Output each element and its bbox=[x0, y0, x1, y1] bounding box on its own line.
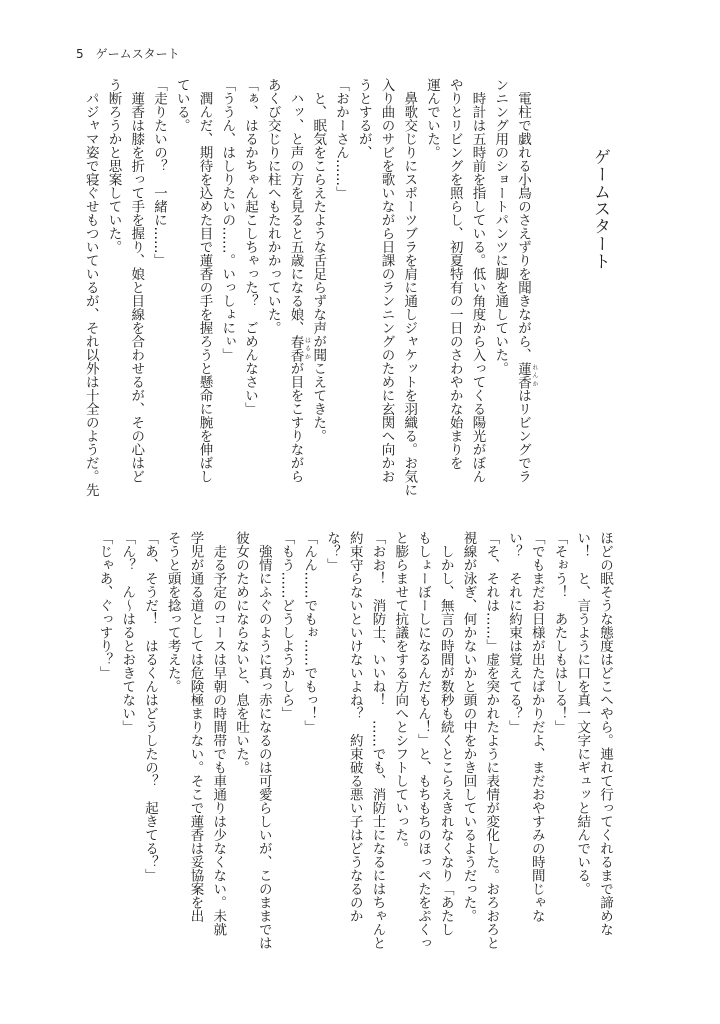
text-column: 蓮香は膝を折って手を握り、娘と目線を合わせるが、その心はど bbox=[128, 78, 145, 483]
text-column: 「そぉう！ あたしもはしる！」 bbox=[551, 531, 568, 734]
text-column: やりとリビングを照らし、初夏特有の一日のさわやかな始まりを bbox=[446, 78, 463, 470]
text-column: と膨らませて抗議をする方向へとシフトしていった。 bbox=[392, 531, 409, 855]
text-segment: が目をこすりながら bbox=[287, 361, 304, 483]
text-column: う断ろうかと思案していた。 bbox=[105, 78, 122, 254]
text-column: 「じゃあ、ぐっすり？」 bbox=[96, 531, 113, 680]
text-column: 走る予定のコースは早朝の時間帯でも車通りは少なくない。未就 bbox=[210, 531, 227, 936]
text-column: 入り曲のサビを歌いながら日課のランニングのために玄関へ向かお bbox=[378, 78, 395, 483]
text-column: しかし、無言の時間が数秒も続くとこらえきれなくなり「あたし bbox=[437, 531, 454, 936]
text-column bbox=[284, 78, 311, 500]
text-column: 「おかーさん……」 bbox=[333, 78, 349, 200]
text-segment: はリビングでラ bbox=[515, 388, 531, 483]
text-column: 強情にふぐのように真っ赤になるのは可愛らしいが、このままでは bbox=[255, 531, 272, 950]
text-segment: 電柱で戯れる小鳥のさえずりを聞きながら、 bbox=[515, 78, 531, 362]
text-column: 「んん……でもぉ……でもっ！」 bbox=[301, 531, 318, 734]
text-column: うとするが、 bbox=[355, 78, 372, 159]
text-column: 約束守らないといけないよね？ 約束破る悪い子はどうなるのか bbox=[346, 531, 363, 923]
text-column: い！ と、言うように口を真一文字にギュッと結んでいる。 bbox=[574, 531, 591, 896]
text-column: そうと頭を捻って考えた。 bbox=[164, 531, 181, 693]
text-column: 鼻歌交じりにスポーツブラを肩に通しジャケットを羽織る。お気に bbox=[401, 78, 418, 497]
text-column: 「ううん、はしりたいの……。いっしょにぃ」 bbox=[219, 78, 236, 362]
text-column: と、眠気をこらえたような舌足らずな声が聞こえてきた。 bbox=[310, 78, 327, 443]
text-column: ほどの眠そうな態度はどこへやら。連れて行ってくれるまで諦めな bbox=[597, 531, 613, 936]
text-column: 潤んだ、期待を込めた目で蓮香の手を握ろうと懸命に腕を伸ばし bbox=[196, 78, 213, 483]
text-column: 「あ、そうだ！ はるくんはどうしたの？ 起きてる？」 bbox=[142, 531, 158, 882]
ruby-word bbox=[515, 361, 538, 389]
text-column: ている。 bbox=[173, 78, 190, 132]
chapter-title: ゲームスタート bbox=[590, 148, 610, 270]
page-number: 5 bbox=[76, 47, 84, 61]
upper-text-block bbox=[79, 78, 538, 500]
text-column: 「おお！ 消防士、いいね！ ……でも、消防士になるにはちゃんと bbox=[369, 531, 386, 950]
text-column: 「ん？ ん〜はるとおきてない」 bbox=[119, 531, 136, 734]
text-column: もしょーぼーしになるんだもん！」と、もちもちのほっぺたをぷくっ bbox=[415, 531, 431, 950]
text-column: 視線が泳ぎ、何かないかと頭の中をかき回しているようだった。 bbox=[460, 531, 477, 923]
text-column: 時計は五時前を指している。低い角度から入ってくる陽光がぼん bbox=[469, 78, 486, 483]
ruby-reading: れんか bbox=[531, 363, 538, 389]
text-column: ンニング用のショートパンツに脚を通していた。 bbox=[492, 78, 509, 375]
text-column: い？ それに約束は覚えてる？」 bbox=[506, 531, 522, 734]
text-column: 「そ、それは……」虚を突かれたように表情が変化した。おろおろと bbox=[483, 531, 500, 950]
text-column: 運んでいた。 bbox=[424, 78, 440, 159]
text-column bbox=[511, 78, 538, 500]
text-column: パジャマ姿で寝ぐせもついているが、それ以外は十全のようだ。先 bbox=[82, 78, 99, 497]
ruby-word bbox=[287, 334, 311, 362]
text-column: 「もう……どうしようかしら」 bbox=[278, 531, 295, 720]
ruby-reading: はるか bbox=[303, 336, 311, 362]
text-segment: ハッ、と声の方を見ると五歳になる娘、 bbox=[287, 78, 304, 335]
lower-text-block bbox=[93, 531, 616, 953]
ruby-base: 蓮香 bbox=[515, 361, 531, 389]
text-column: 「ぁ、はるかちゃん起こしちゃった？ ごめんなさい」 bbox=[242, 78, 258, 416]
text-column: な？」 bbox=[324, 531, 340, 572]
text-column: 彼女のためにならないと、息を吐いた。 bbox=[233, 531, 249, 774]
text-column: 「でもまだお日様が出たばかりだよ、まだおやすみの時間じゃな bbox=[528, 531, 545, 923]
running-title: ゲームスタート bbox=[95, 47, 180, 61]
text-column: あくび交じりに柱へもたれかかっていた。 bbox=[264, 78, 281, 335]
page-header bbox=[76, 46, 180, 62]
ruby-base: 春香 bbox=[287, 334, 304, 362]
text-column: 学児が通る道としては危険極まりない。そこで蓮香は妥協案を出 bbox=[187, 531, 204, 923]
text-column: 「走りたいの？ 一緒に……」 bbox=[151, 78, 167, 267]
